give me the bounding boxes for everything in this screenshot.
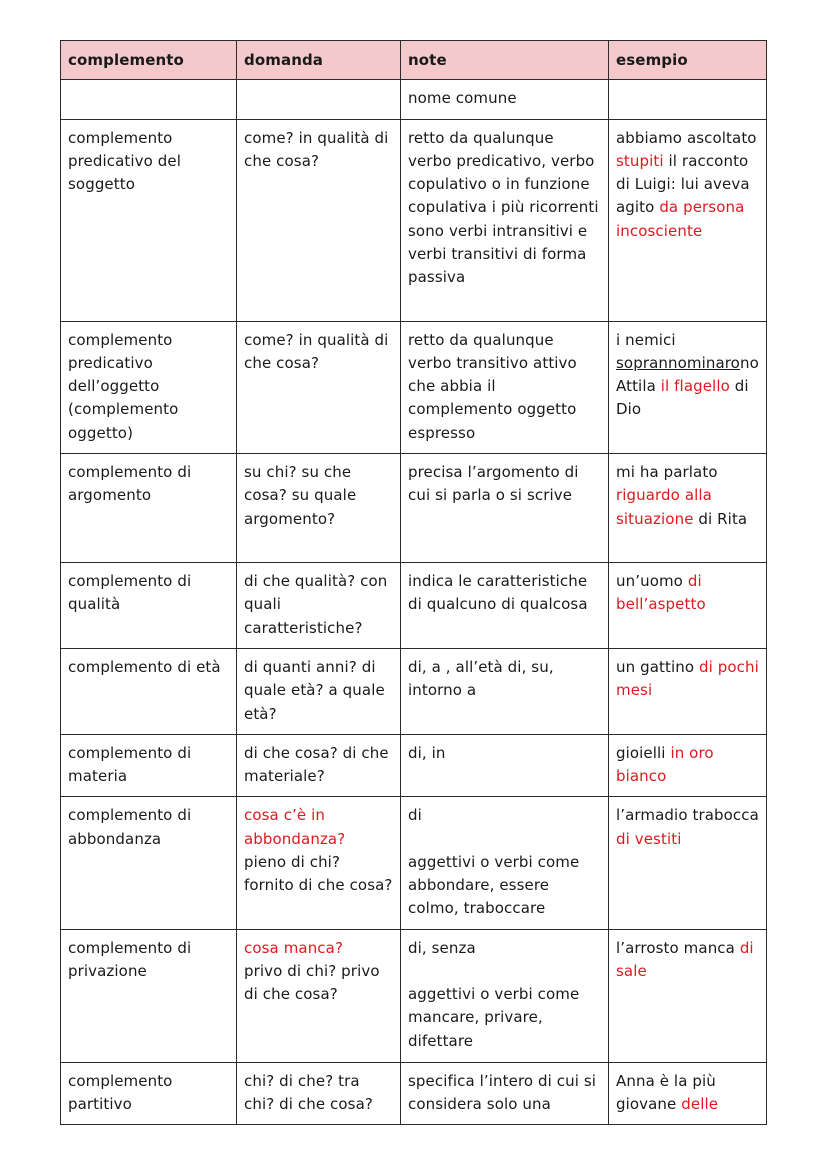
cell-esempio	[609, 563, 767, 649]
example-highlight: da persona incosciente	[616, 198, 745, 240]
note-spacer	[408, 960, 602, 983]
cell-note: precisa l’argomento di cui si parla o si scrive	[401, 454, 609, 563]
table-row	[61, 321, 767, 453]
note-prepositions: di, senza	[408, 938, 476, 957]
example-text: un gattino	[616, 657, 699, 676]
example-highlight: di bell’aspetto	[616, 572, 706, 614]
header-domanda: domanda	[237, 41, 401, 80]
cell-note: di, in	[401, 734, 609, 797]
table-row	[61, 563, 767, 649]
question-text: privo di chi? privo di che cosa?	[244, 961, 380, 1004]
cell-note: specifica l’intero di cui si considera solo una	[401, 1062, 609, 1125]
header-note: note	[401, 41, 609, 80]
table-row	[61, 80, 767, 119]
cell-domanda	[237, 797, 401, 929]
cell-domanda: di che qualità? con quali caratteristiche?	[237, 563, 401, 649]
note-adjectives: aggettivi o verbi come abbondare, essere colmo, traboccare	[408, 852, 580, 918]
header-complemento: complemento	[61, 41, 237, 80]
table-row	[61, 119, 767, 321]
cell-domanda: come? in qualità di che cosa?	[237, 321, 401, 453]
cell-esempio	[609, 734, 767, 797]
cell-complemento: complemento di argomento	[61, 454, 237, 563]
cell-note: retto da qualunque verbo predicativo, verbo copulativo o in funzione copulativa i più ricorrenti sono verbi intransitivi e verbi transitivi di forma passiva	[401, 119, 609, 321]
question-text: pieno di chi? fornito di che cosa?	[244, 853, 393, 895]
cell-complemento: complemento di abbondanza	[61, 797, 237, 929]
example-text: mi ha parlato	[616, 463, 718, 482]
table-row	[61, 648, 767, 734]
example-highlight: di sale	[616, 938, 754, 980]
example-highlight: stupiti	[616, 151, 664, 170]
example-text: Anna è la più giovane	[616, 1071, 716, 1113]
table-row	[61, 454, 767, 563]
example-text: l’armadio trabocca	[616, 806, 759, 825]
complementi-table	[60, 40, 767, 1125]
example-text: di Rita	[693, 509, 748, 528]
cell-complemento: complemento predicativo dell’oggetto (complemento oggetto)	[61, 321, 237, 453]
cell-note: di, a , all’età di, su, intorno a	[401, 648, 609, 734]
example-highlight: in oro bianco	[616, 743, 714, 786]
cell-esempio	[609, 797, 767, 929]
example-text: un’uomo	[616, 572, 688, 591]
example-text: l’arrosto manca	[616, 938, 740, 957]
cell-domanda: di quanti anni? di quale età? a quale età?	[237, 648, 401, 734]
question-highlight: cosa c’è in abbondanza?	[244, 806, 346, 848]
header-esempio: esempio	[609, 41, 767, 80]
cell-note: indica le caratteristiche di qualcuno di qualcosa	[401, 563, 609, 649]
cell-domanda	[237, 80, 401, 119]
example-underlined: soprannominaro	[616, 353, 740, 372]
header-row	[61, 41, 767, 80]
table-row	[61, 734, 767, 797]
cell-note: retto da qualunque verbo transitivo attivo che abbia il complemento oggetto espresso	[401, 321, 609, 453]
example-text: i nemici	[616, 330, 676, 349]
example-text: di Dio	[616, 377, 749, 419]
cell-domanda	[237, 929, 401, 1062]
cell-note: nome comune	[401, 80, 609, 119]
cell-esempio	[609, 648, 767, 734]
cell-esempio	[609, 80, 767, 119]
cell-complemento: complemento di qualità	[61, 563, 237, 649]
cell-note	[401, 929, 609, 1062]
note-adjectives: aggettivi o verbi come mancare, privare, difettare	[408, 984, 580, 1050]
cell-domanda: chi? di che? tra chi? di che cosa?	[237, 1062, 401, 1125]
note-spacer	[408, 828, 602, 851]
table-row	[61, 797, 767, 929]
example-highlight: di pochi mesi	[616, 657, 759, 700]
example-text: no Attila	[616, 353, 759, 396]
cell-domanda: come? in qualità di che cosa?	[237, 119, 401, 321]
cell-esempio	[609, 119, 767, 321]
cell-esempio	[609, 454, 767, 563]
example-highlight: delle	[681, 1094, 719, 1113]
cell-complemento: complemento di materia	[61, 734, 237, 797]
note-prepositions: di	[408, 806, 422, 825]
cell-domanda: di che cosa? di che materiale?	[237, 734, 401, 797]
cell-esempio	[609, 1062, 767, 1125]
cell-note	[401, 797, 609, 929]
cell-complemento	[61, 80, 237, 119]
question-highlight: cosa manca?	[244, 938, 344, 957]
example-highlight: il flagello	[660, 377, 730, 396]
cell-domanda: su chi? su che cosa? su quale argomento?	[237, 454, 401, 563]
example-text: gioielli	[616, 743, 671, 762]
cell-complemento: complemento predicativo del soggetto	[61, 119, 237, 321]
cell-esempio	[609, 321, 767, 453]
example-highlight: riguardo alla situazione	[616, 486, 712, 528]
cell-esempio	[609, 929, 767, 1062]
cell-complemento: complemento partitivo	[61, 1062, 237, 1125]
table-row	[61, 1062, 767, 1125]
cell-complemento: complemento di privazione	[61, 929, 237, 1062]
table-row	[61, 929, 767, 1062]
example-highlight: di vestiti	[616, 829, 682, 848]
example-text: abbiamo ascoltato	[616, 128, 757, 147]
example-text: il racconto di Luigi: lui aveva agito	[616, 151, 750, 217]
cell-complemento: complemento di età	[61, 648, 237, 734]
